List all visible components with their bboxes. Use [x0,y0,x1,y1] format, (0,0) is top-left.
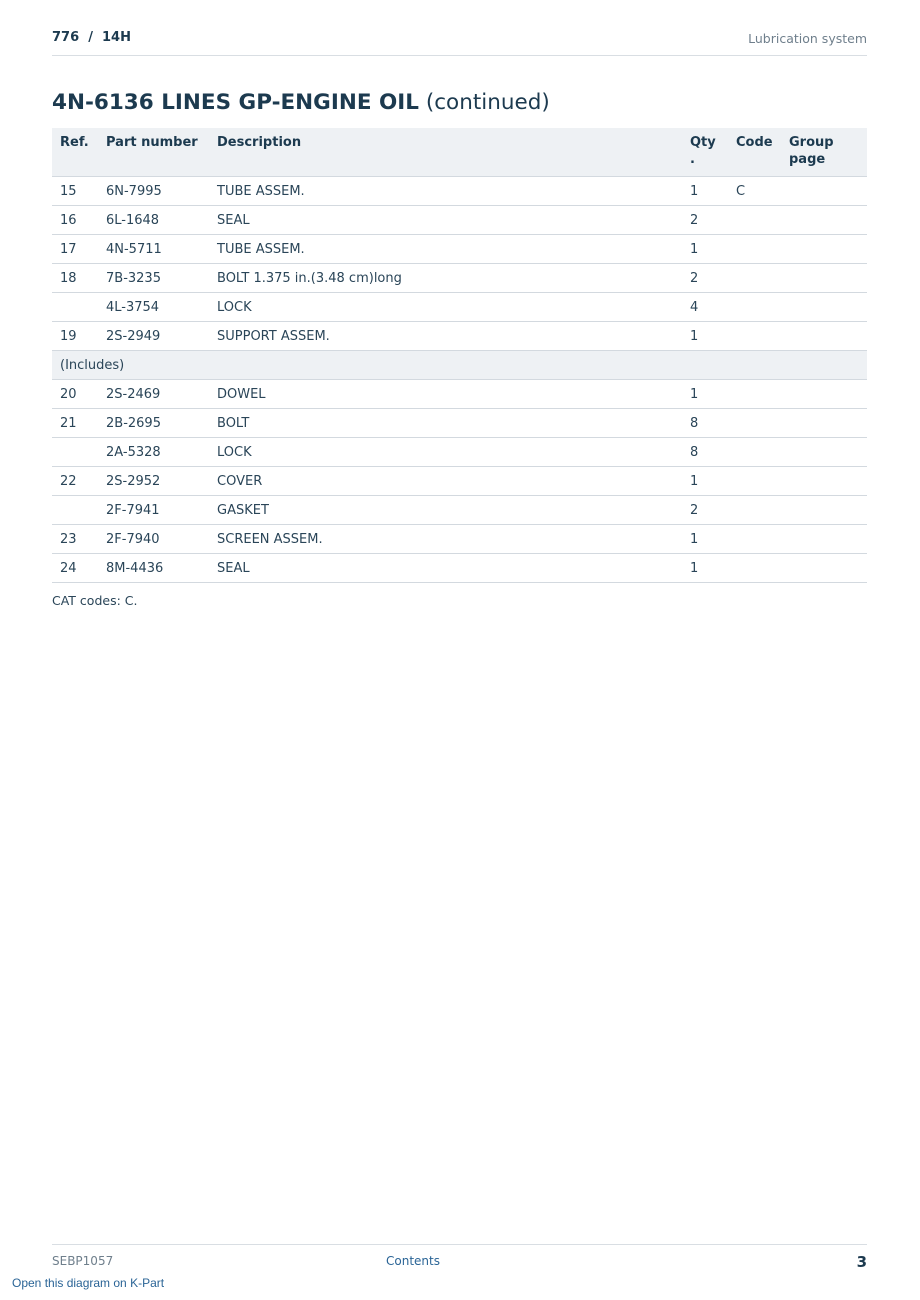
part-number-cell: 2B-2695 [98,409,209,438]
page-footer [52,1244,867,1285]
section-label: (Includes) [52,351,867,380]
code-cell [728,525,781,554]
group-page-cell [781,235,867,264]
part-number-cell: 2S-2949 [98,322,209,351]
group-page-cell [781,177,867,206]
ref-cell: 16 [52,206,98,235]
group-page-cell [781,322,867,351]
ref-cell: 19 [52,322,98,351]
part-number-cell: 6L-1648 [98,206,209,235]
group-page-cell [781,496,867,525]
section-row [52,351,867,380]
table-row [52,380,867,409]
contents-link[interactable]: Contents [386,1254,440,1268]
description-cell: TUBE ASSEM. [209,235,682,264]
qty-cell: 1 [682,554,728,583]
qty-cell: 4 [682,293,728,322]
code-cell [728,322,781,351]
cat-codes-note: CAT codes: C. [52,593,138,608]
table-row [52,293,867,322]
part-number-cell: 2F-7940 [98,525,209,554]
code-cell [728,496,781,525]
kpart-link[interactable]: Open this diagram on K-Part [12,1276,165,1290]
code-cell [728,467,781,496]
description-cell: DOWEL [209,380,682,409]
description-cell: SEAL [209,554,682,583]
code-cell [728,380,781,409]
qty-cell: 1 [682,467,728,496]
ref-cell: 20 [52,380,98,409]
section-label: Lubrication system [748,31,867,46]
group-page-cell [781,293,867,322]
header-qty: Qty . [682,128,728,177]
model-label: 776 / 14H [52,30,131,45]
code-cell [728,206,781,235]
table-row [52,554,867,583]
group-page-cell [781,554,867,583]
code-cell [728,438,781,467]
description-cell: SEAL [209,206,682,235]
parts-table [52,128,867,583]
part-number-cell: 8M-4436 [98,554,209,583]
header-part-number: Part number [98,128,209,177]
ref-cell: 24 [52,554,98,583]
table-body [52,177,867,583]
code-cell [728,409,781,438]
table-header-row [52,128,867,177]
ref-cell [52,438,98,467]
group-page-cell [781,409,867,438]
code-cell [728,293,781,322]
qty-cell: 2 [682,206,728,235]
description-cell: BOLT [209,409,682,438]
part-number-cell: 2F-7941 [98,496,209,525]
description-cell: LOCK [209,438,682,467]
ref-cell [52,293,98,322]
table-row [52,235,867,264]
part-number-cell: 6N-7995 [98,177,209,206]
qty-cell: 1 [682,322,728,351]
header-ref: Ref. [52,128,98,177]
description-cell: GASKET [209,496,682,525]
part-number-cell: 7B-3235 [98,264,209,293]
qty-cell: 2 [682,496,728,525]
part-number-cell: 2S-2952 [98,467,209,496]
table-row [52,322,867,351]
table-row [52,206,867,235]
page-title [52,90,550,115]
part-number-cell: 4L-3754 [98,293,209,322]
table-row [52,177,867,206]
code-cell [728,554,781,583]
qty-cell: 1 [682,177,728,206]
table-row [52,438,867,467]
group-page-cell [781,264,867,293]
description-cell: SUPPORT ASSEM. [209,322,682,351]
document-page [52,0,867,1300]
description-cell: BOLT 1.375 in.(3.48 cm)long [209,264,682,293]
group-page-cell [781,380,867,409]
group-page-cell [781,206,867,235]
code-cell [728,235,781,264]
qty-cell: 1 [682,235,728,264]
header-description: Description [209,128,682,177]
description-cell: COVER [209,467,682,496]
qty-cell: 1 [682,380,728,409]
header-code: Code [728,128,781,177]
code-cell: C [728,177,781,206]
ref-cell: 18 [52,264,98,293]
document-id: SEBP1057 [52,1254,114,1268]
title-suffix: (continued) [425,90,550,115]
table-row [52,409,867,438]
qty-cell: 8 [682,409,728,438]
description-cell: LOCK [209,293,682,322]
ref-cell: 22 [52,467,98,496]
table-row [52,496,867,525]
part-number-cell: 4N-5711 [98,235,209,264]
group-page-cell [781,525,867,554]
ref-cell: 21 [52,409,98,438]
table-row [52,467,867,496]
code-cell [728,264,781,293]
ref-cell: 17 [52,235,98,264]
qty-cell: 1 [682,525,728,554]
description-cell: TUBE ASSEM. [209,177,682,206]
group-page-cell [781,467,867,496]
ref-cell: 23 [52,525,98,554]
ref-cell: 15 [52,177,98,206]
table-row [52,264,867,293]
description-cell: SCREEN ASSEM. [209,525,682,554]
table-row [52,525,867,554]
qty-cell: 8 [682,438,728,467]
part-number-cell: 2S-2469 [98,380,209,409]
title-main: 4N-6136 LINES GP-ENGINE OIL [52,90,419,115]
group-page-cell [781,438,867,467]
part-number-cell: 2A-5328 [98,438,209,467]
ref-cell [52,496,98,525]
page-header [52,29,867,56]
page-number: 3 [856,1253,867,1271]
qty-cell: 2 [682,264,728,293]
header-group-page: Group page [781,128,867,177]
